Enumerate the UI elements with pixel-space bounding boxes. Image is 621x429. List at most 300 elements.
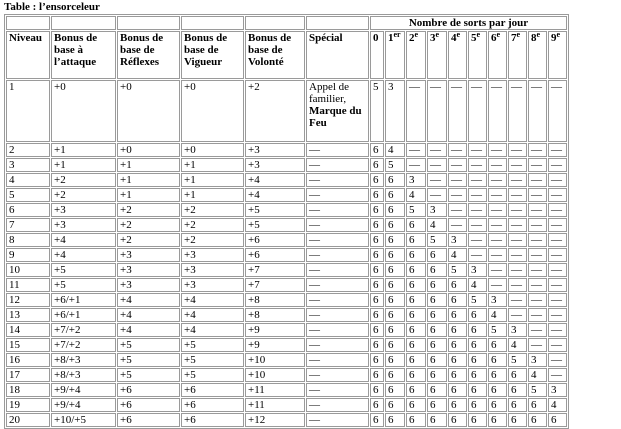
table-cell: 6 (427, 263, 447, 277)
table-cell: — (427, 158, 447, 172)
spell-level-ordinal: e (476, 30, 481, 39)
table-cell: 6 (488, 398, 507, 412)
header-row-top (6, 16, 567, 30)
table-cell: — (548, 248, 567, 262)
table-cell: — (528, 80, 547, 142)
header-spell-level-3 (427, 31, 447, 79)
table-cell: 6 (406, 263, 426, 277)
header-spell-level-8 (528, 31, 547, 79)
table-cell: — (508, 248, 527, 262)
table-cell: — (306, 143, 369, 157)
table-cell: 6 (370, 218, 384, 232)
table-cell: +7/+2 (51, 338, 116, 352)
table-cell: — (427, 143, 447, 157)
table-cell: 6 (406, 323, 426, 337)
table-cell: 6 (427, 368, 447, 382)
table-row (6, 188, 567, 202)
table-cell: 6 (370, 308, 384, 322)
header-spell-level-1 (385, 31, 405, 79)
table-cell: — (448, 218, 467, 232)
table-cell: — (528, 218, 547, 232)
spell-level-number: 2 (409, 32, 415, 44)
table-cell: 6 (468, 413, 487, 427)
table-cell: — (448, 203, 467, 217)
table-cell: 15 (6, 338, 50, 352)
header-fortitude-bonus: Bonus de base de Vigueur (181, 31, 244, 79)
table-cell: 5 (508, 353, 527, 367)
sorcerer-progression-table (4, 14, 569, 429)
table-cell: 4 (508, 338, 527, 352)
table-cell: 6 (508, 413, 527, 427)
table-cell: 3 (6, 158, 50, 172)
table-cell: 6 (508, 368, 527, 382)
table-cell: 6 (406, 353, 426, 367)
table-cell: 6 (370, 278, 384, 292)
table-cell: +3 (181, 263, 244, 277)
table-cell: — (427, 173, 447, 187)
table-cell: 6 (448, 293, 467, 307)
table-row (6, 353, 567, 367)
table-cell: 6 (448, 368, 467, 382)
table-cell: — (488, 233, 507, 247)
table-cell: 6 (385, 173, 405, 187)
table-cell: 6 (406, 398, 426, 412)
table-cell: 17 (6, 368, 50, 382)
table-cell: 1 (6, 80, 50, 142)
table-cell: +1 (51, 158, 116, 172)
table-cell: 6 (385, 383, 405, 397)
header-blank-vigueur (181, 16, 244, 30)
header-reflex-bonus: Bonus de base de Réflexes (117, 31, 180, 79)
table-cell: +0 (181, 143, 244, 157)
table-cell: 6 (385, 323, 405, 337)
table-cell: +6 (117, 398, 180, 412)
table-cell: — (528, 323, 547, 337)
table-row (6, 203, 567, 217)
header-row-main (6, 31, 567, 79)
table-cell: +8 (245, 308, 305, 322)
table-cell: 6 (406, 248, 426, 262)
table-cell: — (528, 233, 547, 247)
table-cell: 19 (6, 398, 50, 412)
table-cell: — (528, 263, 547, 277)
table-cell: — (548, 218, 567, 232)
table-cell: 6 (427, 278, 447, 292)
table-cell: 4 (548, 398, 567, 412)
table-cell: 6 (385, 278, 405, 292)
table-row (6, 143, 567, 157)
table-cell: — (488, 80, 507, 142)
table-cell: 6 (385, 293, 405, 307)
table-cell: +4 (181, 293, 244, 307)
table-cell: — (448, 80, 467, 142)
table-cell: +5 (181, 368, 244, 382)
table-cell: +5 (181, 353, 244, 367)
table-row (6, 278, 567, 292)
table-cell: +0 (51, 80, 116, 142)
table-cell: — (468, 188, 487, 202)
table-cell: — (508, 80, 527, 142)
table-cell: 6 (427, 248, 447, 262)
table-cell: 6 (448, 308, 467, 322)
table-cell: +2 (117, 233, 180, 247)
table-cell: 6 (468, 368, 487, 382)
table-cell: 6 (448, 383, 467, 397)
table-cell: — (306, 413, 369, 427)
table-cell: +4 (245, 173, 305, 187)
table-cell: +5 (117, 353, 180, 367)
table-cell: 3 (508, 323, 527, 337)
table-cell: +4 (51, 248, 116, 262)
table-cell: — (468, 248, 487, 262)
table-cell: +4 (117, 323, 180, 337)
table-cell: — (306, 158, 369, 172)
table-cell: — (306, 233, 369, 247)
table-cell: — (406, 80, 426, 142)
table-cell: +3 (117, 248, 180, 262)
table-cell: — (427, 80, 447, 142)
table-cell: 6 (528, 413, 547, 427)
header-spell-level-5 (468, 31, 487, 79)
table-cell: — (508, 293, 527, 307)
header-spell-level-7 (508, 31, 527, 79)
table-cell: — (306, 338, 369, 352)
table-cell: — (508, 173, 527, 187)
table-cell: 6 (468, 308, 487, 322)
table-cell: — (306, 173, 369, 187)
table-cell: 6 (385, 218, 405, 232)
table-cell: 6 (448, 278, 467, 292)
table-cell: 6 (370, 233, 384, 247)
table-cell: — (548, 203, 567, 217)
table-cell: 6 (370, 353, 384, 367)
table-cell: 5 (6, 188, 50, 202)
table-cell: +6 (245, 248, 305, 262)
header-spells-per-day: Nombre de sorts par jour (370, 16, 567, 30)
spell-level-number: 1 (388, 32, 394, 44)
table-cell: +1 (51, 143, 116, 157)
table-cell: 6 (448, 398, 467, 412)
table-row (6, 248, 567, 262)
table-cell: 4 (468, 278, 487, 292)
table-cell: 6 (468, 398, 487, 412)
table-cell: 6 (370, 143, 384, 157)
table-cell: — (548, 143, 567, 157)
table-cell: 6 (406, 233, 426, 247)
table-cell: +9/+4 (51, 383, 116, 397)
table-cell: — (528, 293, 547, 307)
table-cell: 6 (385, 413, 405, 427)
table-cell: 6 (488, 353, 507, 367)
table-cell: — (306, 188, 369, 202)
table-cell: — (548, 308, 567, 322)
table-cell: 3 (488, 293, 507, 307)
header-spell-level-2 (406, 31, 426, 79)
table-cell: +8/+3 (51, 353, 116, 367)
table-cell: +11 (245, 398, 305, 412)
table-row (6, 383, 567, 397)
table-cell: +2 (51, 173, 116, 187)
table-cell: — (548, 263, 567, 277)
table-cell: +9/+4 (51, 398, 116, 412)
table-cell: 3 (385, 80, 405, 142)
spell-level-number: 3 (430, 32, 436, 44)
table-cell: +7/+2 (51, 323, 116, 337)
table-cell: 6 (6, 203, 50, 217)
table-cell: +1 (117, 173, 180, 187)
header-blank-attaque (51, 16, 116, 30)
table-cell: — (488, 173, 507, 187)
table-cell: +9 (245, 323, 305, 337)
table-cell: 5 (427, 233, 447, 247)
spell-level-number: 5 (471, 32, 477, 44)
table-cell: — (508, 233, 527, 247)
table-cell: — (488, 188, 507, 202)
header-blank-reflexes (117, 16, 180, 30)
table-cell: — (548, 293, 567, 307)
table-cell: 5 (488, 323, 507, 337)
table-cell: 4 (488, 308, 507, 322)
table-cell: +4 (181, 308, 244, 322)
table-cell: 6 (427, 293, 447, 307)
table-cell: — (548, 353, 567, 367)
table-cell: +4 (51, 233, 116, 247)
table-cell: 6 (528, 398, 547, 412)
table-cell: +5 (245, 203, 305, 217)
spell-level-number: 4 (451, 32, 457, 44)
table-row (6, 293, 567, 307)
table-cell: 4 (448, 248, 467, 262)
table-cell: +3 (51, 203, 116, 217)
table-cell: +2 (117, 203, 180, 217)
special-fire-mark: Marque du Feu (309, 105, 362, 129)
table-cell: — (306, 278, 369, 292)
spell-level-number: 0 (373, 32, 379, 44)
table-cell: 6 (468, 338, 487, 352)
table-cell: 5 (468, 293, 487, 307)
table-cell: +5 (51, 278, 116, 292)
table-cell: 6 (427, 398, 447, 412)
table-cell: +6 (117, 383, 180, 397)
table-cell: — (468, 233, 487, 247)
table-cell: — (528, 173, 547, 187)
table-cell: 11 (6, 278, 50, 292)
table-cell: 3 (448, 233, 467, 247)
table-cell: — (548, 173, 567, 187)
table-cell: — (528, 308, 547, 322)
table-cell: +5 (245, 218, 305, 232)
table-cell: +4 (245, 188, 305, 202)
table-cell: +0 (117, 80, 180, 142)
table-cell: 6 (448, 323, 467, 337)
table-cell: +7 (245, 278, 305, 292)
table-cell: +8/+3 (51, 368, 116, 382)
table-cell: — (528, 278, 547, 292)
table-cell: — (528, 338, 547, 352)
table-cell: — (306, 308, 369, 322)
spell-level-ordinal: e (414, 30, 419, 39)
table-cell: +4 (117, 293, 180, 307)
table-cell: — (488, 143, 507, 157)
table-cell: +10 (245, 353, 305, 367)
table-cell: 6 (468, 353, 487, 367)
table-cell: — (306, 383, 369, 397)
table-cell: +6 (245, 233, 305, 247)
table-cell: 3 (406, 173, 426, 187)
table-cell: +5 (51, 263, 116, 277)
table-cell: — (306, 353, 369, 367)
table-cell: +1 (117, 188, 180, 202)
table-cell: — (468, 143, 487, 157)
table-cell: — (406, 158, 426, 172)
table-cell: 6 (448, 353, 467, 367)
table-cell: 6 (385, 248, 405, 262)
table-cell: 6 (370, 158, 384, 172)
table-row (6, 233, 567, 247)
table-cell: +5 (117, 368, 180, 382)
sorcerer-table-container (4, 1, 569, 429)
table-cell: 6 (468, 383, 487, 397)
header-spell-level-9 (548, 31, 567, 79)
header-special: Spécial (306, 31, 369, 79)
table-cell: +4 (181, 323, 244, 337)
header-niveau: Niveau (6, 31, 50, 79)
table-cell: +12 (245, 413, 305, 427)
table-cell: — (508, 203, 527, 217)
table-cell: +6/+1 (51, 308, 116, 322)
table-row (6, 398, 567, 412)
table-cell: 6 (427, 323, 447, 337)
spell-level-ordinal: e (435, 30, 440, 39)
table-cell: 6 (385, 263, 405, 277)
table-cell: 6 (370, 383, 384, 397)
table-cell: 6 (370, 173, 384, 187)
table-cell: 3 (528, 353, 547, 367)
table-cell: 6 (385, 353, 405, 367)
table-cell: +6 (181, 383, 244, 397)
table-cell: 6 (370, 248, 384, 262)
table-cell: 6 (548, 413, 567, 427)
table-cell: +5 (117, 338, 180, 352)
table-cell: 3 (548, 383, 567, 397)
header-blank-niveau (6, 16, 50, 30)
table-cell: +6 (181, 398, 244, 412)
table-cell: — (508, 158, 527, 172)
table-cell: +6 (117, 413, 180, 427)
table-cell: 6 (448, 338, 467, 352)
table-cell: 18 (6, 383, 50, 397)
table-cell: 6 (406, 308, 426, 322)
table-cell: — (306, 323, 369, 337)
table-row (6, 338, 567, 352)
table-cell: +2 (245, 80, 305, 142)
table-cell: 8 (6, 233, 50, 247)
table-cell: 6 (406, 278, 426, 292)
spell-level-ordinal: er (393, 30, 401, 39)
table-cell: +2 (51, 188, 116, 202)
table-cell: — (448, 143, 467, 157)
table-cell: 14 (6, 323, 50, 337)
table-cell: — (306, 368, 369, 382)
table-cell: 6 (370, 413, 384, 427)
header-attack-bonus: Bonus de base à l’attaque (51, 31, 116, 79)
table-cell: +9 (245, 338, 305, 352)
table-cell: — (488, 218, 507, 232)
table-cell: — (427, 188, 447, 202)
table-cell: 5 (370, 80, 384, 142)
table-cell: 6 (488, 368, 507, 382)
table-cell: 6 (427, 383, 447, 397)
table-cell: 6 (385, 338, 405, 352)
table-cell: — (548, 80, 567, 142)
table-cell: — (306, 398, 369, 412)
table-row (6, 218, 567, 232)
table-cell: 13 (6, 308, 50, 322)
special-familiar: Appel de familier, (309, 81, 350, 105)
table-cell: — (306, 248, 369, 262)
table-cell: 5 (385, 158, 405, 172)
table-cell: +7 (245, 263, 305, 277)
table-cell: +1 (117, 158, 180, 172)
table-cell: 6 (370, 263, 384, 277)
table-cell: 12 (6, 293, 50, 307)
spell-level-number: 9 (551, 32, 557, 44)
table-cell: 4 (6, 173, 50, 187)
table-cell: 6 (468, 323, 487, 337)
table-cell: +1 (181, 188, 244, 202)
table-cell: — (468, 158, 487, 172)
table-cell: — (528, 188, 547, 202)
table-row (6, 173, 567, 187)
spell-level-ordinal: e (516, 30, 521, 39)
table-cell: — (548, 368, 567, 382)
table-cell: 6 (370, 338, 384, 352)
table-row (6, 158, 567, 172)
table-cell: — (468, 203, 487, 217)
table-cell: — (306, 218, 369, 232)
table-cell: 5 (528, 383, 547, 397)
table-cell: +5 (181, 338, 244, 352)
table-cell: — (306, 263, 369, 277)
table-cell: 6 (370, 293, 384, 307)
spell-level-number: 6 (491, 32, 497, 44)
table-cell: +6/+1 (51, 293, 116, 307)
table-row (6, 413, 567, 427)
table-cell: — (548, 158, 567, 172)
table-cell: 6 (406, 293, 426, 307)
table-cell: — (488, 248, 507, 262)
table-cell: — (528, 248, 547, 262)
table-cell: +2 (181, 233, 244, 247)
table-cell: +2 (181, 203, 244, 217)
table-cell: 6 (406, 368, 426, 382)
table-cell: +1 (181, 158, 244, 172)
spell-level-ordinal: e (536, 30, 541, 39)
table-cell: +0 (117, 143, 180, 157)
table-cell: +3 (51, 218, 116, 232)
table-cell: +0 (181, 80, 244, 142)
table-cell: 6 (385, 233, 405, 247)
table-cell: +1 (181, 173, 244, 187)
table-cell: — (508, 188, 527, 202)
table-cell: — (468, 218, 487, 232)
table-cell: 6 (385, 308, 405, 322)
table-cell: +6 (181, 413, 244, 427)
table-cell: 6 (370, 203, 384, 217)
table-cell: +3 (117, 263, 180, 277)
table-cell: 6 (427, 413, 447, 427)
table-cell: 6 (385, 203, 405, 217)
